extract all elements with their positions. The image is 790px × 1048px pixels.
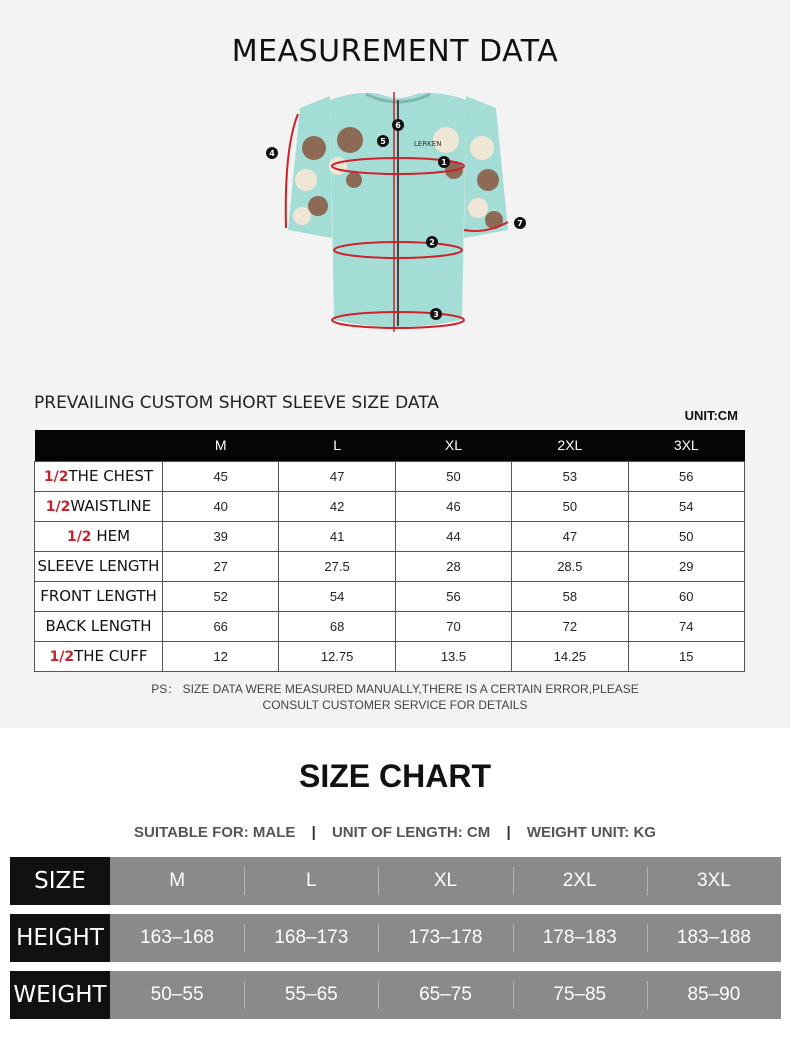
svg-text:5: 5 <box>380 137 386 146</box>
table-cell: 27 <box>163 551 279 581</box>
table-cell: 72 <box>512 611 628 641</box>
table-cell: 29 <box>628 551 744 581</box>
size-chart-subtitle <box>0 824 790 841</box>
weight-cell: 85–90 <box>647 971 781 1019</box>
table-cell: 40 <box>163 491 279 521</box>
size-cell: XL <box>378 857 512 905</box>
table-cell: 15 <box>628 641 744 671</box>
height-cell: 178–183 <box>513 914 647 962</box>
height-cell: 183–188 <box>647 914 781 962</box>
table-row <box>35 581 745 611</box>
table-cell: 52 <box>163 581 279 611</box>
header-corner <box>35 430 163 461</box>
column-header: XL <box>395 430 511 461</box>
table-cell: 54 <box>628 491 744 521</box>
row-label: BACK LENGTH <box>35 611 163 641</box>
half-prefix: 1/2 <box>43 469 69 485</box>
size-cell: M <box>169 870 186 891</box>
note-line-2: CONSULT CUSTOMER SERVICE FOR DETAILS <box>262 698 528 712</box>
unit-label: UNIT:CM <box>684 408 738 423</box>
table-cell: 13.5 <box>395 641 511 671</box>
table-cell: 50 <box>628 521 744 551</box>
table-cell: 42 <box>279 491 395 521</box>
table-cell: 28 <box>395 551 511 581</box>
separator: | <box>506 824 511 841</box>
jersey-illustration <box>258 88 538 348</box>
height-cell: 163–168 <box>140 927 215 948</box>
table-cell: 50 <box>512 491 628 521</box>
table-row <box>35 491 745 521</box>
table-cell: 46 <box>395 491 511 521</box>
table-cell: 39 <box>163 521 279 551</box>
table-cell: 58 <box>512 581 628 611</box>
table-cell: 12 <box>163 641 279 671</box>
jersey-diagram <box>258 88 538 348</box>
table-cell: 27.5 <box>279 551 395 581</box>
size-cell: L <box>244 857 378 905</box>
table-cell: 60 <box>628 581 744 611</box>
weight-cell: 50–55 <box>150 984 204 1005</box>
table-cell: 47 <box>512 521 628 551</box>
row-label: 1/2THE CUFF <box>35 641 163 671</box>
measurement-note <box>0 681 790 713</box>
weight-row <box>10 971 781 1019</box>
column-header: 2XL <box>512 430 628 461</box>
svg-text:7: 7 <box>517 219 523 228</box>
weight-cell: 75–85 <box>513 971 647 1019</box>
unit-of-length: UNIT OF LENGTH: CM <box>331 824 491 841</box>
svg-text:4: 4 <box>269 149 275 158</box>
row-label: 1/2 HEM <box>35 521 163 551</box>
half-prefix: 1/2 <box>66 529 92 545</box>
weight-cell: 55–65 <box>244 971 378 1019</box>
table-row <box>35 611 745 641</box>
brand-mark: LERKEN <box>414 140 442 148</box>
row-label: 1/2THE CHEST <box>35 461 163 491</box>
row-label: FRONT LENGTH <box>35 581 163 611</box>
column-header: M <box>163 430 279 461</box>
svg-text:2: 2 <box>429 238 435 247</box>
note-line-1: PS： SIZE DATA WERE MEASURED MANUALLY,THERE IS A CERTAIN ERROR,PLEASE <box>151 682 639 696</box>
table-cell: 44 <box>395 521 511 551</box>
size-chart-title: SIZE CHART <box>299 758 491 794</box>
weight-unit: WEIGHT UNIT: KG <box>526 824 656 841</box>
table-cell: 54 <box>279 581 395 611</box>
table-cell: 56 <box>628 461 744 491</box>
column-header: 3XL <box>628 430 744 461</box>
table-row <box>35 461 745 491</box>
table-cell: 56 <box>395 581 511 611</box>
table-header-row <box>35 430 745 461</box>
row-label: SIZE <box>10 857 110 905</box>
half-prefix: 1/2 <box>45 499 71 515</box>
table-cell: 47 <box>279 461 395 491</box>
weight-cell: 65–75 <box>378 971 512 1019</box>
table-cell: 68 <box>279 611 395 641</box>
custom-size-table <box>34 430 745 672</box>
table-row <box>35 641 745 671</box>
half-prefix: 1/2 <box>49 649 75 665</box>
separator: | <box>311 824 316 841</box>
height-row <box>10 914 781 962</box>
column-header: L <box>279 430 395 461</box>
row-label: SLEEVE LENGTH <box>35 551 163 581</box>
table-row <box>35 521 745 551</box>
table-cell: 28.5 <box>512 551 628 581</box>
height-cell: 173–178 <box>378 914 512 962</box>
height-cell: 168–173 <box>244 914 378 962</box>
svg-text:3: 3 <box>433 310 439 319</box>
table-cell: 66 <box>163 611 279 641</box>
table-cell: 41 <box>279 521 395 551</box>
svg-text:1: 1 <box>441 158 447 167</box>
measurement-title: MEASUREMENT DATA <box>231 34 559 69</box>
row-label: 1/2WAISTLINE <box>35 491 163 521</box>
table-cell: 74 <box>628 611 744 641</box>
size-row <box>10 857 781 905</box>
table-cell: 14.25 <box>512 641 628 671</box>
table-cell: 45 <box>163 461 279 491</box>
size-cell: 2XL <box>513 857 647 905</box>
table-cell: 50 <box>395 461 511 491</box>
custom-size-section-title: PREVAILING CUSTOM SHORT SLEEVE SIZE DATA <box>34 393 439 413</box>
table-row <box>35 551 745 581</box>
svg-text:6: 6 <box>395 121 401 130</box>
suitable-for: SUITABLE FOR: MALE <box>134 824 296 841</box>
row-label: WEIGHT <box>10 971 110 1019</box>
table-cell: 70 <box>395 611 511 641</box>
size-cell: 3XL <box>647 857 781 905</box>
table-cell: 12.75 <box>279 641 395 671</box>
table-cell: 53 <box>512 461 628 491</box>
row-label: HEIGHT <box>10 914 110 962</box>
